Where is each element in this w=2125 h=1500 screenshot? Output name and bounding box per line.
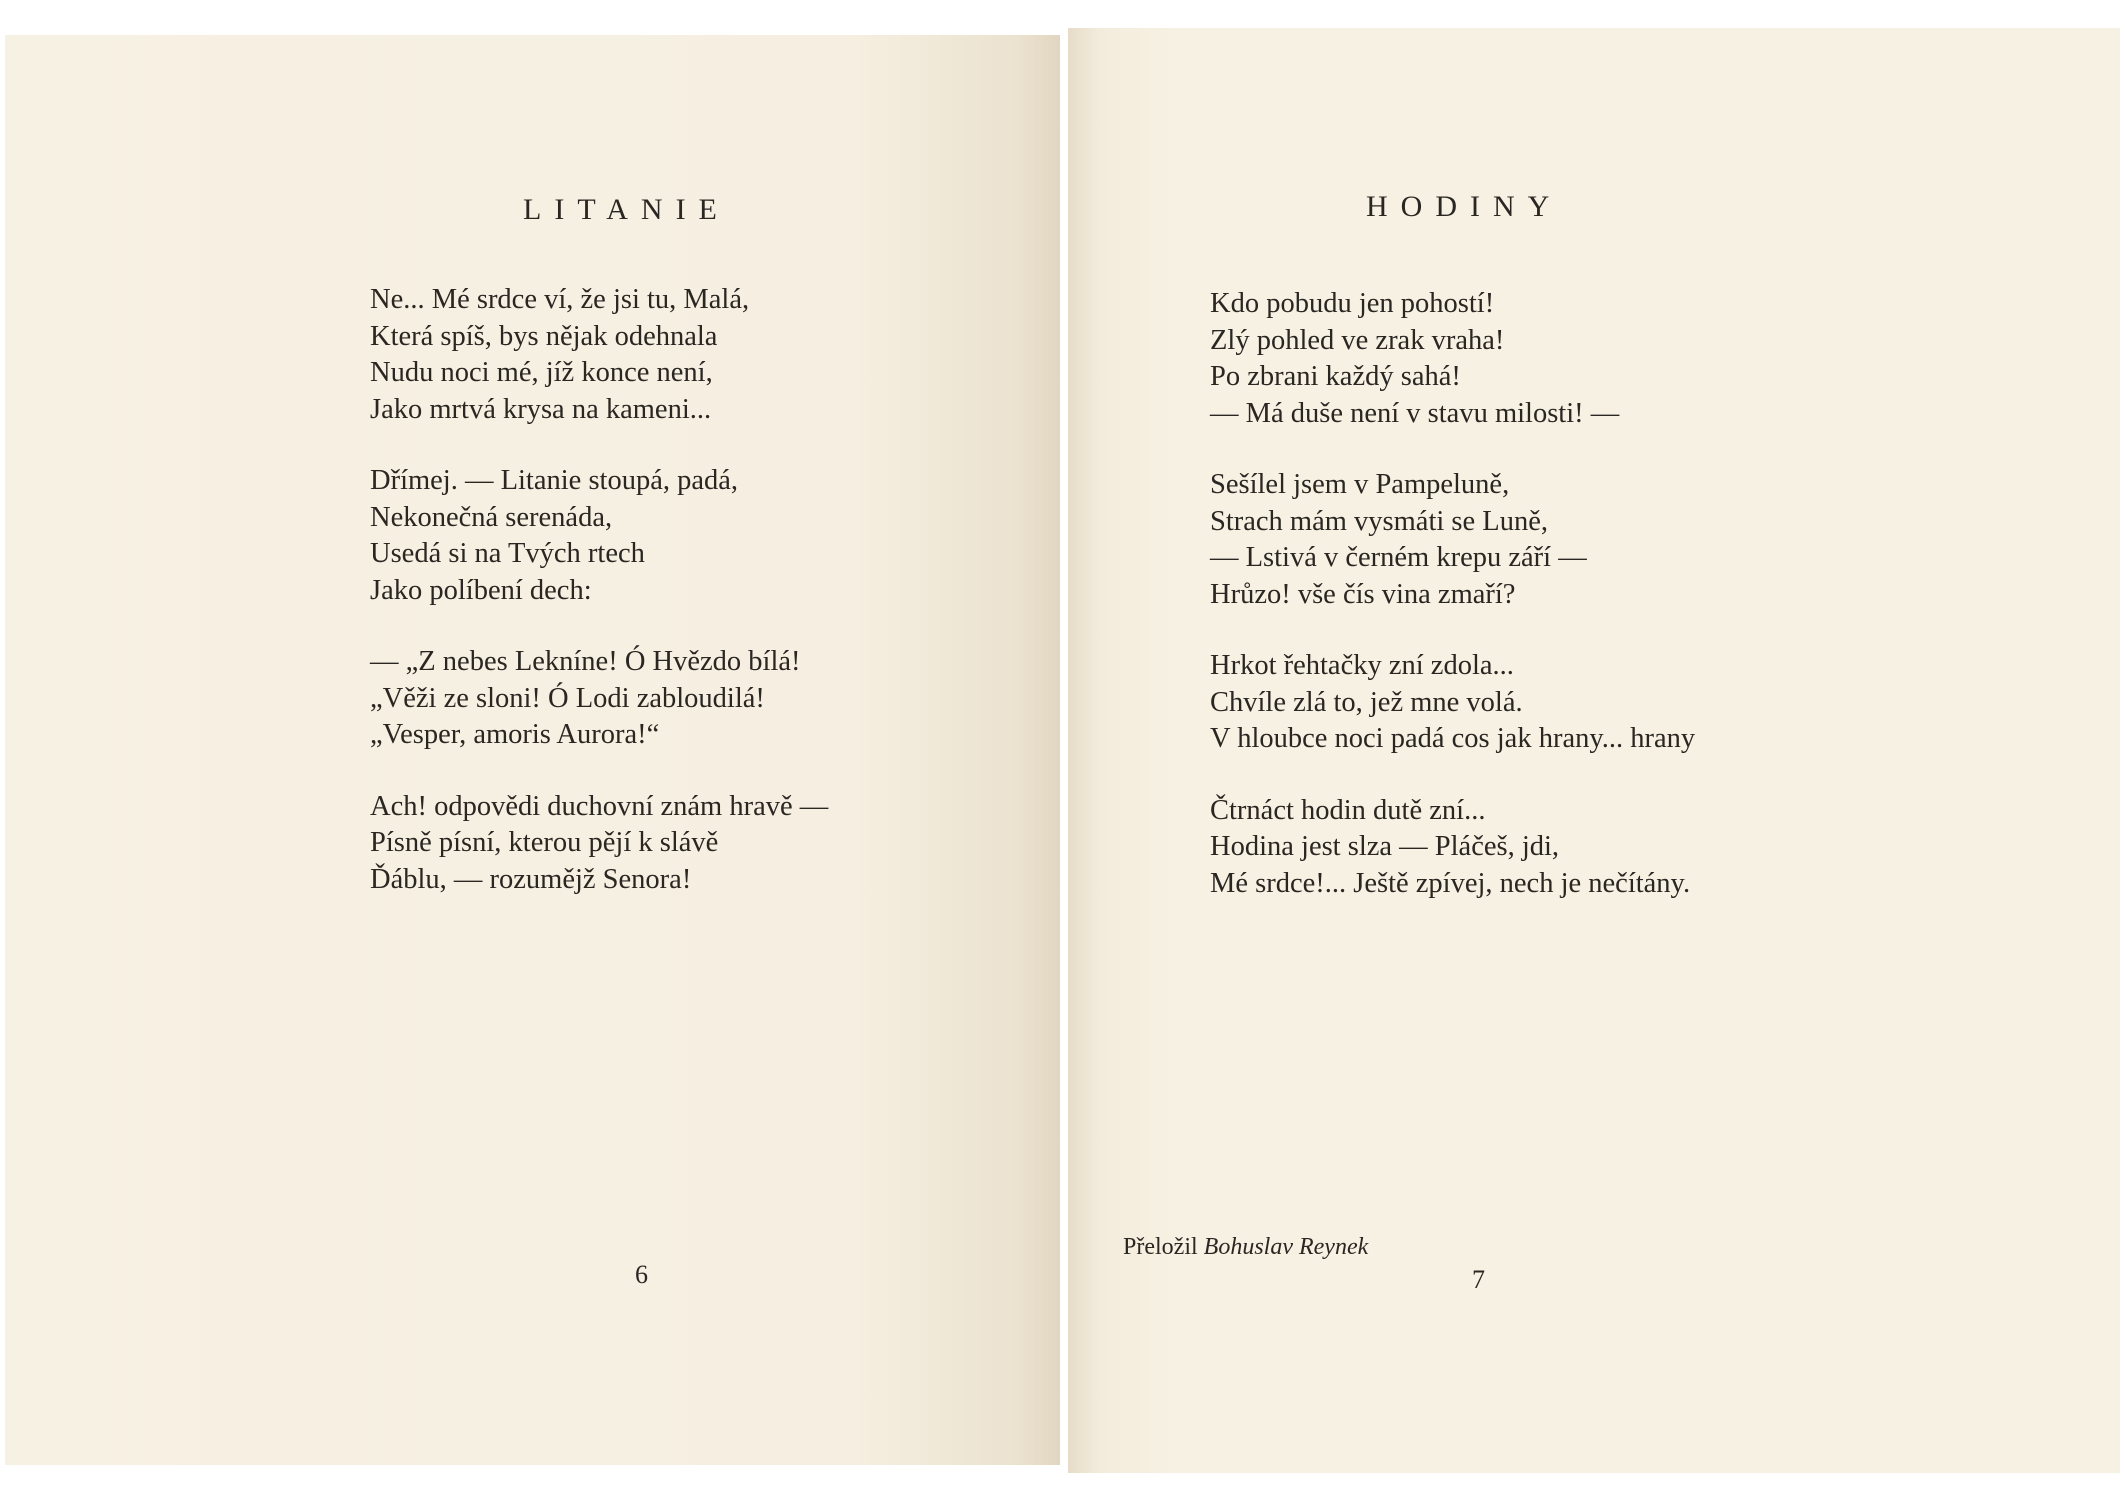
stanza — [370, 644, 828, 754]
verse-line: Po zbrani každý sahá! — [1210, 361, 1461, 392]
verse-line: Ne... Mé srdce ví, že jsi tu, Malá, — [370, 284, 750, 315]
verse-line: Zlý pohled ve zrak vraha! — [1210, 324, 1505, 356]
verse-line: Kdo pobudu jen pohostí! — [1210, 288, 1495, 319]
verse-line: „Věži ze sloni! Ó Lodi zabloudilá! — [370, 682, 765, 714]
verse-line: — Lstivá v černém krepu září — — [1210, 542, 1587, 573]
verse-line: Mé srdce!... Ještě zpívej, nech je nečítány. — [1210, 867, 1691, 899]
verse-line: Strach mám vysmáti se Luně, — [1210, 505, 1548, 537]
verse-line: Hodina jest slza — Pláčeš, jdi, — [1210, 831, 1560, 862]
poem-title-litanie: LITANIE — [523, 193, 730, 226]
verse-line: Čtrnáct hodin dutě zní... — [1210, 794, 1486, 826]
stanza — [370, 463, 828, 609]
poem-body-litanie — [370, 282, 828, 933]
verse-line: Jako políbení dech: — [370, 574, 592, 606]
verse-line: Nekonečná serenáda, — [370, 501, 613, 533]
verse-line: Ach! odpovědi duchovní znám hravě — — [370, 790, 829, 822]
stanza — [1210, 467, 1695, 613]
poem-body-hodiny — [1210, 286, 1695, 937]
page-number: 7 — [1472, 1265, 1485, 1294]
verse-line: Hrkot řehtačky zní zdola... — [1210, 650, 1514, 681]
verse-line: — „Z nebes Lekníne! Ó Hvězdo bílá! — [370, 646, 801, 677]
translator-credit — [1123, 1234, 1368, 1261]
verse-line: Dřímej. — Litanie stoupá, padá, — [370, 465, 739, 496]
verse-line: Nudu noci mé, jíž konce není, — [370, 357, 713, 388]
verse-line: Sešílel jsem v Pampeluně, — [1210, 469, 1510, 500]
verse-line: Písně písní, kterou pějí k slávě — [370, 827, 719, 858]
verse-line: Usedá si na Tvých rtech — [370, 538, 645, 569]
stanza — [370, 789, 828, 899]
verse-line: Ďáblu, — rozumějž Senora! — [370, 863, 692, 895]
stanza — [1210, 793, 1695, 903]
translator-name: Bohuslav Reynek — [1203, 1234, 1369, 1260]
right-page — [1068, 28, 2120, 1473]
stanza — [370, 282, 828, 428]
verse-line: Hrůzo! vše čís vina zmaří? — [1210, 578, 1516, 610]
verse-line: Jako mrtvá krysa na kameni... — [370, 393, 712, 425]
left-page — [5, 35, 1060, 1465]
verse-line: V hloubce noci padá cos jak hrany... hrany — [1210, 723, 1696, 754]
page-number: 6 — [635, 1260, 648, 1289]
verse-line: Která spíš, bys nějak odehnala — [370, 320, 718, 352]
verse-line: „Vesper, amoris Aurora!“ — [370, 719, 660, 750]
stanza — [1210, 286, 1695, 432]
verse-line: Chvíle zlá to, jež mne volá. — [1210, 686, 1523, 718]
translator-prefix: Přeložil — [1123, 1234, 1198, 1260]
poem-title-hodiny: HODINY — [1366, 190, 1563, 223]
stanza — [1210, 648, 1695, 758]
verse-line: — Má duše není v stavu milosti! — — [1210, 397, 1620, 429]
